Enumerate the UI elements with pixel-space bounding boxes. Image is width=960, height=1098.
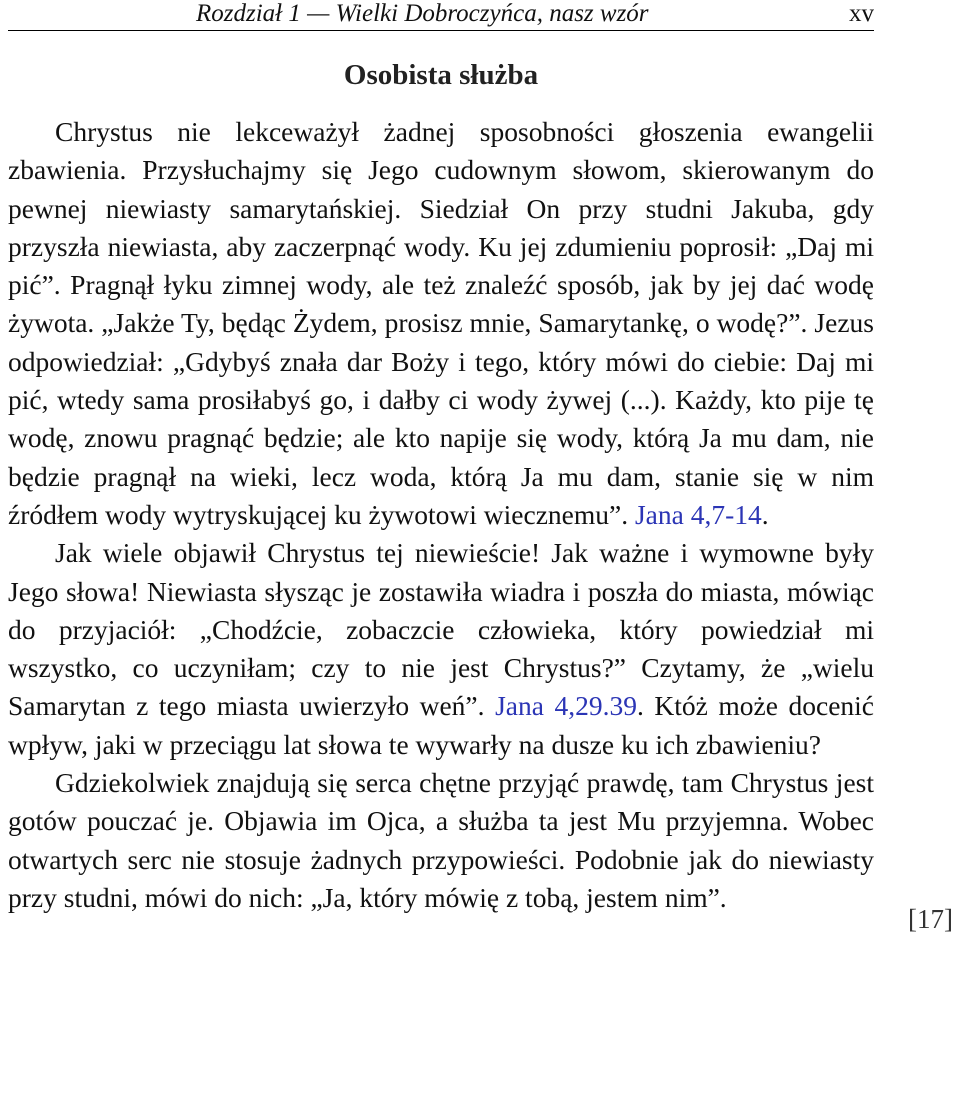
paragraph-text: Gdziekolwiek znajdują się serca chętne przyjąć prawdę, tam Chrystus jest gotów pouczać je. Objawia im Ojca, a służba ta jest Mu przyjemna. Wobec otwartych serc nie stosuje żadnych przypowieści. Podobnie jak do niewiasty przy studni, mówi do nich: „Ja, który mówię z tobą, jestem nim”. <box>8 767 874 913</box>
running-title: Rozdział 1 — Wielki Dobroczyńca, nasz wzór <box>196 0 649 27</box>
page-number: xv <box>849 0 874 27</box>
running-header <box>8 0 874 31</box>
paragraph-text: . Któż może docenić wpływ, jaki w przeciągu lat słowa te wywarły na dusze ku ich zbawieniu? <box>8 690 875 760</box>
margin-page-reference: [17] <box>908 904 953 934</box>
paragraph-1 <box>8 113 874 534</box>
paragraph-text: . <box>761 498 769 530</box>
paragraph-text: Chrystus nie lekceważył żadnej sposobności głoszenia ewangelii zbawienia. Przysłuchajmy się Jego cudownym słowom, skierowanym do pewnej niewiasty samarytańskiej. Siedział On przy studni Jakuba, gdy przyszła niewiasta, aby zaczerpnąć wody. Ku jej zdumieniu poprosił: „Daj mi pić”. Pragnął łyku zimnej wody, ale też znaleźć sposób, jak by jej dać wodę żywota. „Jakże Ty, będąc Żydem, prosisz mnie, Samarytankę, o wodę?”. Jezus odpowiedział: „Gdybyś znała dar Boży i tego, który mówi do ciebie: Daj mi pić, wtedy sama prosiłabyś go, i dałby ci wody żywej (...). Każdy, kto pije tę wodę, znowu pragnąć będzie; ale kto napije się wody, którą Ja mu dam, nie będzie pragnął na wieki, lecz woda, którą Ja mu dam, stanie się w nim źródłem wody wytryskującej ku żywotowi wiecznemu”. <box>8 116 874 530</box>
page <box>8 0 874 917</box>
section-title: Osobista służba <box>343 59 539 91</box>
bible-reference-link[interactable]: Jana 4,29.39 <box>495 690 637 722</box>
paragraph-3 <box>8 764 874 917</box>
paragraph-2 <box>8 534 874 764</box>
body-text <box>8 113 874 917</box>
paragraph-text: Jak wiele objawił Chrystus tej niewieście! Jak ważne i wymowne były Jego słowa! Niewiasta słysząc je zostawiła wiadra i poszła do miasta, mówiąc do przyjaciół: „Chodźcie, zobaczcie człowieka, który powiedział mi wszystko, co uczyniłam; czy to nie jest Chrystus?” Czytamy, że „wielu Samarytan z tego miasta uwierzyło weń”. <box>8 537 874 722</box>
bible-reference-link[interactable]: Jana 4,7-14 <box>634 498 762 530</box>
